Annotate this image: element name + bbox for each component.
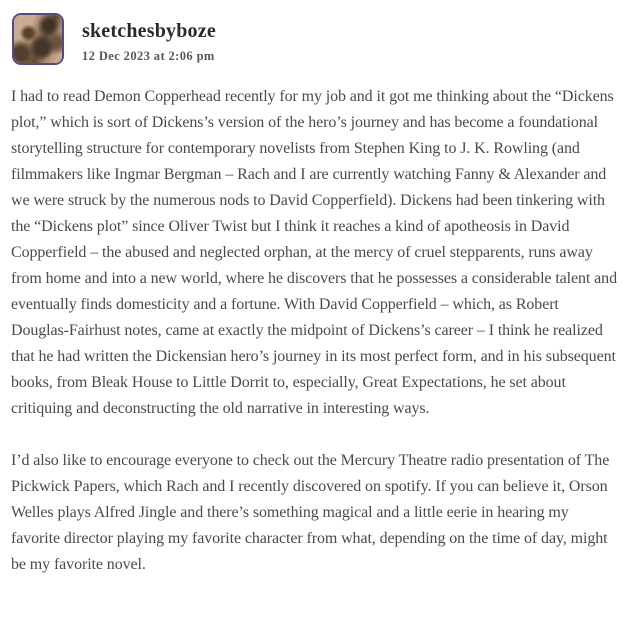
post-timestamp-link[interactable]: 12 Dec 2023 at 2:06 pm [82,49,215,63]
avatar-image [14,15,62,63]
header-text [82,13,216,64]
avatar[interactable] [12,13,64,65]
post-header [0,0,629,65]
username-link[interactable]: sketchesbyboze [82,20,216,42]
post-paragraph: I’d also like to encourage everyone to check out the Mercury Theatre radio presentation of The Pickwick Papers, which Rach and I recently discovered on spotify. If you can believe it, Orson Welles plays Alfred Jingle and there’s something magical and a little eerie in hearing my favorite director playing my favorite character from what, depending on the time of day, might be my favorite novel. [11,452,610,573]
post-paragraph: I had to read Demon Copperhead recently for my job and it got me thinking about the “Dickens plot,” which is sort of Dickens’s version of the hero’s journey and has become a foundational storytelling structure for contemporary novelists from Stephen King to J. K. Rowling (and filmmakers like Ingmar Bergman – Rach and I are currently watching Fanny & Alexander and we were struck by the numerous nods to David Copperfield). Dickens had been tinkering with the “Dickens plot” since Oliver Twist but I think it reaches a kind of apotheosis in David Copperfield – the abused and neglected orphan, at the mercy of cruel stepparents, runs away from home and into a new world, where he discovers that he possesses a considerable talent and eventually finds domesticity and a fortune. With David Copperfield – which, as Robert Douglas-Fairhust notes, came at exactly the midpoint of Dickens’s career – I think he realized that he had written the Dickensian hero’s journey in its most perfect form, and in his subsequent books, from Bleak House to Little Dorrit to, especially, Great Expectations, he set about critiquing and deconstructing the old narrative in interesting ways. [11,88,617,417]
post-body [0,65,629,578]
